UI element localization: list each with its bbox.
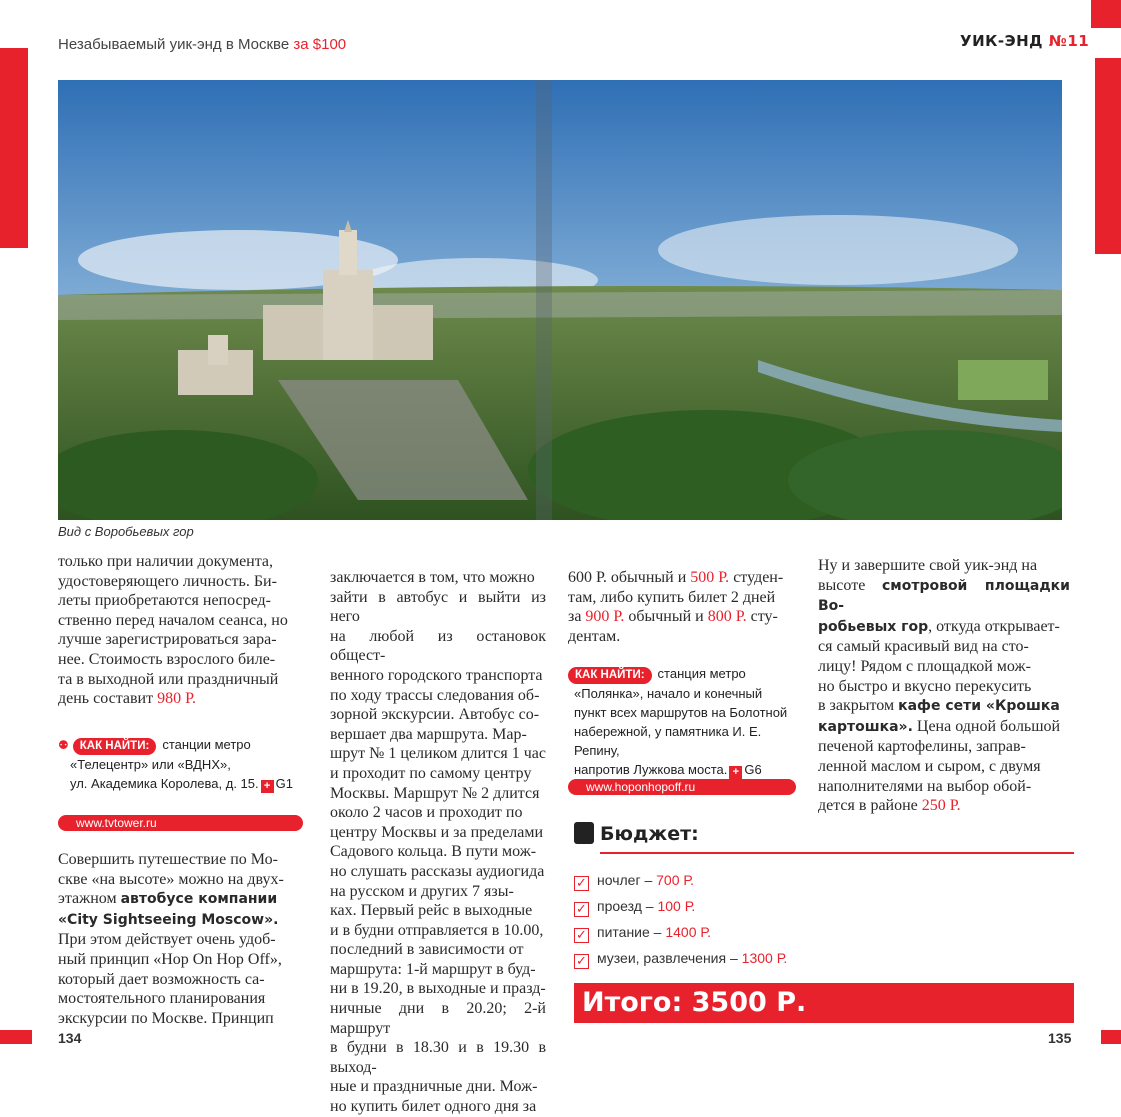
col1-text: день составит	[58, 690, 154, 708]
col3-line2: там, либо купить билет 2 дней	[568, 588, 776, 606]
col2-line: Садового кольца. В пути мож-	[330, 843, 537, 861]
how-to-find-badge: КАК НАЙТИ:	[568, 667, 652, 684]
right-edge-tab-top	[1091, 0, 1121, 28]
col1-line: леты приобретаются непосред-	[58, 592, 271, 610]
panorama-illustration	[58, 80, 1062, 520]
bold-company: автобусе компании	[120, 891, 278, 908]
col2-line: и проходит по самому центру	[330, 764, 532, 782]
find-line: напротив Лужкова моста.	[574, 762, 728, 777]
left-edge-tab-top	[0, 48, 28, 248]
header-section: УИК-ЭНД	[960, 32, 1044, 50]
header-number: №11	[1048, 32, 1090, 50]
col4-line	[818, 576, 1070, 617]
budget-item	[574, 950, 787, 969]
running-header-right	[960, 32, 1089, 50]
col4-line: печеной картофелины, заправ-	[818, 738, 1026, 756]
budget-value: 1300 Р.	[741, 950, 788, 966]
col2-line: на русском и других 7 язы-	[330, 882, 514, 900]
how-to-find-badge: КАК НАЙТИ:	[73, 738, 157, 755]
find-line: «Полянка», начало и конечный	[574, 686, 763, 701]
col1-line: ственно перед началом сеанса, но	[58, 611, 288, 629]
bold-cafe-end: картошка».	[818, 718, 913, 735]
col4-line: наполнителями на выбор обой-	[818, 777, 1032, 795]
price-250: 250 Р.	[921, 797, 961, 815]
col1-text: этажном	[58, 890, 117, 908]
col3-text: 600 Р. обычный и	[568, 569, 687, 586]
col3-text: обычный и	[628, 608, 704, 626]
budget-value: 700 Р.	[656, 872, 694, 888]
page-number-right: 135	[1048, 1030, 1072, 1046]
budget-total: Итого: 3500 Р.	[574, 983, 1074, 1023]
panorama-photo	[58, 80, 1062, 520]
col2-line: ни в 19.20, в выходные и празд-	[330, 980, 546, 998]
find-line: станция метро	[657, 666, 746, 681]
how-to-find-row1	[58, 735, 308, 755]
site-url[interactable]: www.tvtower.ru	[76, 816, 157, 830]
col1-p2-line: который дает возможность са-	[58, 970, 265, 988]
map-cross-icon: +	[261, 780, 274, 793]
find-line: набережной, у памятника И. Е. Репину,	[574, 724, 762, 758]
column-2	[330, 568, 546, 1117]
col4-line: Ну и завершите свой уик-энд на	[818, 557, 1038, 574]
col1-p2-mixed	[58, 889, 300, 910]
col4-line: лицу! Рядом с площадкой мож-	[818, 657, 1031, 675]
col4-text: , откуда открывает-	[928, 617, 1060, 635]
col4-line: ся самый красивый вид на сто-	[818, 638, 1029, 656]
col4-line	[818, 796, 1070, 816]
left-edge-tab-bottom	[0, 1030, 32, 1044]
right-edge-tab-bottom	[1101, 1030, 1121, 1044]
map-grid-ref: G6	[744, 762, 762, 777]
budget-item	[574, 898, 695, 917]
col2-line: ках. Первый рейс в выходные	[330, 902, 533, 920]
col3-line1	[568, 568, 788, 588]
budget-label: проезд –	[597, 898, 654, 914]
website-link-tvtower[interactable]	[58, 815, 303, 831]
price-900: 900 Р.	[585, 608, 625, 626]
column-1-top	[58, 552, 300, 709]
col2-line: и в будни отправляется в 10.00,	[330, 921, 544, 939]
col2-line: ные и праздничные дни. Мож-	[330, 1078, 538, 1096]
col4-text: высоте	[818, 576, 866, 594]
right-edge-tab-mid	[1095, 58, 1121, 254]
website-link-hoponhopoff[interactable]	[568, 779, 796, 795]
col1-p2-line: Совершить путешествие по Мо-	[58, 851, 278, 868]
page-number-left: 134	[58, 1030, 82, 1046]
check-icon: ✓	[574, 954, 589, 969]
col2-line: но купить билет одного дня за	[330, 1098, 537, 1116]
col2-line: шрут № 1 целиком длится 1 час	[330, 745, 546, 763]
budget-label: ночлег –	[597, 872, 653, 888]
col3-text: за	[568, 608, 582, 626]
column-1-bottom	[58, 850, 300, 1028]
find-line: «Телецентр» или «ВДНХ»,	[70, 757, 231, 772]
col1-line: лучше зарегистрироваться зара-	[58, 631, 277, 649]
col2-line: последний в зависимости от	[330, 941, 524, 959]
col1-line: удостоверяющего личность. Би-	[58, 572, 277, 590]
budget-label: музеи, развлечения –	[597, 950, 738, 966]
col2-line: вершает два маршрута. Мар-	[330, 725, 527, 743]
price-980: 980 Р.	[157, 690, 197, 708]
budget-value: 100 Р.	[657, 898, 696, 914]
bold-company-name: «City Sightseeing Moscow».	[58, 911, 279, 928]
col3-text: сту-	[750, 608, 778, 626]
bold-viewpoint: смотровой площадки Во-	[818, 577, 1070, 615]
find-line: ул. Академика Королева, д. 15.	[70, 776, 259, 791]
map-cross-icon: +	[729, 766, 742, 779]
bold-viewpoint-end: робьевых гор	[818, 618, 929, 635]
budget-item	[574, 924, 711, 943]
col4-line: но быстро и вкусно перекусить	[818, 677, 1032, 695]
col2-line: заключается в том, что можно	[330, 569, 535, 586]
how-to-find-tvtower	[58, 735, 308, 793]
col2-line: около 2 часов и проходит по	[330, 804, 523, 822]
how-to-find-row5	[568, 760, 803, 779]
col3-line4: дентам.	[568, 627, 621, 645]
col4-text: в закрытом	[818, 697, 895, 715]
budget-value: 1400 Р.	[665, 924, 711, 940]
col2-line: ничные дни в 20.20; 2-й маршрут	[330, 1000, 546, 1037]
column-4	[818, 556, 1070, 816]
wallet-icon	[574, 822, 594, 844]
person-icon: ⚉	[58, 738, 69, 752]
find-line: станции метро	[162, 737, 251, 752]
col2-line: на любой из остановок общест-	[330, 627, 546, 665]
budget-title: Бюджет:	[600, 823, 699, 845]
price-800: 800 Р.	[707, 608, 747, 626]
col1-p2-line: ный принцип «Hop On Hop Off»,	[58, 950, 282, 968]
col3-line3	[568, 607, 788, 627]
column-3-top	[568, 568, 788, 646]
col1-p2-line: При этом действует очень удоб-	[58, 931, 276, 949]
col4-line: ленной маслом и сыром, с двумя	[818, 757, 1041, 775]
find-line: пункт всех маршрутов на Болотной	[574, 705, 788, 720]
header-title: Незабываемый уик-энд в Москве	[58, 36, 290, 53]
check-icon: ✓	[574, 928, 589, 943]
bold-cafe: кафе сети «Крошка	[898, 698, 1060, 715]
check-icon: ✓	[574, 902, 589, 917]
photo-caption: Вид с Воробьевых гор	[58, 524, 194, 539]
how-to-find-row3	[58, 774, 308, 793]
col4-text: дется в районе	[818, 797, 918, 815]
col3-text: студен-	[733, 569, 784, 586]
col2-line: Москвы. Маршрут № 2 длится	[330, 784, 540, 802]
col1-line: та в выходной или праздничный	[58, 670, 279, 688]
price-500: 500 Р.	[690, 569, 730, 586]
col4-line	[818, 717, 1070, 738]
budget-item	[574, 872, 694, 891]
map-grid-ref: G1	[275, 776, 293, 791]
col4-line	[818, 617, 1070, 638]
site-url[interactable]: www.hoponhopoff.ru	[586, 780, 696, 794]
running-header-left	[58, 36, 346, 53]
col2-line: зорной экскурсии. Автобус со-	[330, 706, 540, 724]
col2-line: зайти в автобус и выйти из него	[330, 588, 546, 626]
check-icon: ✓	[574, 876, 589, 891]
col2-line: но слушать рассказы аудиогида	[330, 862, 545, 880]
col2-line: венного городского транспорта	[330, 666, 543, 684]
col4-text: Цена одной большой	[916, 717, 1061, 735]
col1-line: только при наличии документа,	[58, 553, 274, 570]
col1-p2-line: скве «на высоте» можно на двух-	[58, 870, 284, 888]
col1-line: нее. Стоимость взрослого биле-	[58, 650, 276, 668]
how-to-find-row1	[568, 664, 803, 684]
header-price: за $100	[293, 36, 347, 53]
col1-line-last	[58, 689, 300, 709]
col1-p2-line: экскурсии по Москве. Принцип	[58, 1009, 274, 1027]
col2-line: маршрута: 1-й маршрут в буд-	[330, 960, 536, 978]
budget-label: питание –	[597, 924, 662, 940]
budget-divider	[600, 852, 1074, 854]
col4-line	[818, 696, 1070, 717]
col2-line: центру Москвы и за пределами	[330, 823, 544, 841]
col2-line: в будни в 18.30 и в 19.30 в выход-	[330, 1039, 546, 1076]
how-to-find-hoponhopoff	[568, 664, 803, 779]
col1-p2-line: мостоятельного планирования	[58, 990, 266, 1008]
col1-p2-bold	[58, 910, 300, 931]
col2-line: по ходу трассы следования об-	[330, 686, 540, 704]
